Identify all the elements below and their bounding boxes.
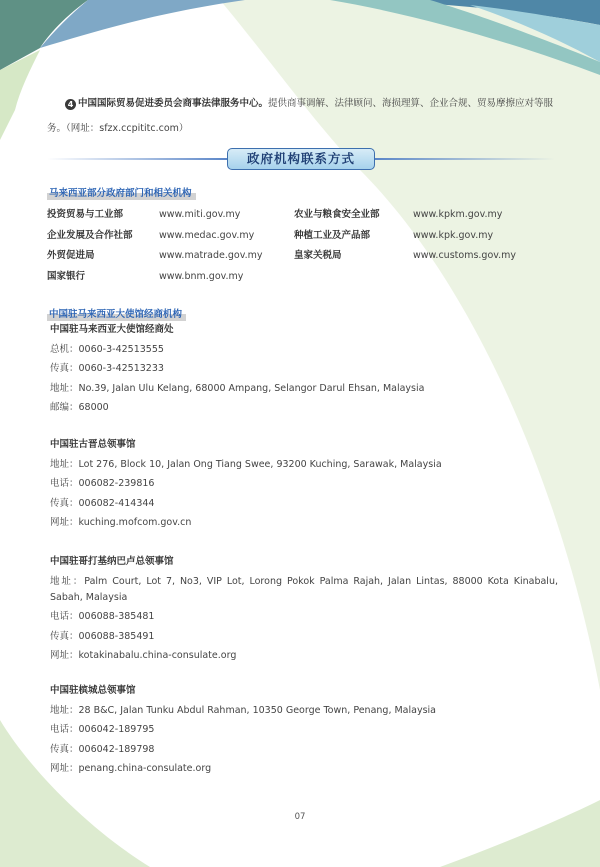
contact-line-fax: 传真：006082-414344 (50, 497, 155, 509)
contact-line-website[interactable]: 网址：penang.china-consulate.org (50, 763, 212, 774)
contact-line-postcode: 邮编：68000 (50, 402, 109, 413)
table-row (47, 248, 557, 269)
contact-line-address: 地址：No.39, Jalan Ulu Kelang, 68000 Ampang, Selangor Darul Ehsan, Malaysia (50, 382, 425, 394)
agency-url[interactable]: www.medac.gov.my (159, 229, 255, 241)
contact-line-fax: 传真：0060-3-42513233 (50, 363, 164, 374)
contact-line-phone: 电话：006088-385481 (50, 611, 155, 622)
contact-line-address: 地址：Palm Court, Lot 7, No3, VIP Lot, Lorong Pokok Palma Rajah, Jalan Lintas, 88000 Kota Kinabalu, Sabah, Malaysia (50, 575, 558, 603)
agency-name: 种植工业及产品部 (294, 229, 371, 241)
banner-line-right (375, 158, 555, 160)
table-row (47, 269, 557, 290)
agency-url[interactable]: www.bnm.gov.my (159, 270, 244, 282)
intro-bold-title: 中国国际贸易促进委员会商事法律服务中心。 (78, 98, 269, 109)
agency-name: 皇家关税局 (294, 250, 342, 261)
contact-block-embassy (50, 322, 558, 420)
gov-agencies-table (47, 207, 557, 289)
agency-url[interactable]: www.kpkm.gov.my (413, 209, 503, 220)
number-badge: 4 (65, 99, 76, 110)
agency-name: 投资贸易与工业部 (47, 209, 124, 220)
agency-name: 企业发展及合作社部 (47, 229, 133, 241)
contact-line-phone: 电话：006082-239816 (50, 478, 155, 489)
contact-line-website[interactable]: 网址：kotakinabalu.china-consulate.org (50, 650, 237, 661)
intro-body-text: 提供商事调解、法律顾问、海损理算、企业合规、贸易摩擦应对等服务。（网址：sfzx.ccpititc.com） (47, 98, 554, 134)
page-number: 07 (294, 812, 306, 822)
intro-paragraph (47, 91, 557, 141)
contact-line-fax: 传真：006088-385491 (50, 630, 155, 642)
contact-block-title: 中国驻马来西亚大使馆经商处 (50, 324, 174, 335)
contact-line-address: 地址：28 B&C, Jalan Tunku Abdul Rahman, 10350 George Town, Penang, Malaysia (50, 704, 436, 716)
section-banner (47, 148, 555, 170)
contact-block-title: 中国驻古晋总领事馆 (50, 439, 136, 450)
banner-title: 政府机构联系方式 (227, 148, 375, 170)
contact-block-title: 中国驻哥打基纳巴卢总领事馆 (50, 556, 174, 567)
agency-name: 农业与粮食安全业部 (294, 209, 380, 220)
table-row (47, 207, 557, 228)
agency-name: 国家银行 (47, 270, 86, 282)
contact-line-website[interactable]: 网址：kuching.mofcom.gov.cn (50, 517, 192, 528)
agency-url[interactable]: www.kpk.gov.my (413, 229, 494, 241)
contact-line-fax: 传真：006042-189798 (50, 743, 155, 755)
contact-block-penang (50, 683, 558, 781)
agency-name: 外贸促进局 (47, 250, 95, 261)
contact-line-switchboard: 总机：0060-3-42513555 (50, 343, 164, 355)
contact-line-phone: 电话：006042-189795 (50, 724, 155, 735)
contact-line-address: 地址：Lot 276, Block 10, Jalan Ong Tiang Swee, 93200 Kuching, Sarawak, Malaysia (50, 458, 442, 470)
banner-line-left (47, 158, 227, 160)
contact-block-kuching (50, 437, 558, 535)
embassy-section-heading: 中国驻马来西亚大使馆经商机构 (47, 305, 186, 321)
gov-section-heading: 马来西亚部分政府部门和相关机构 (47, 184, 196, 200)
agency-url[interactable]: www.customs.gov.my (413, 250, 517, 261)
agency-url[interactable]: www.matrade.gov.my (159, 250, 263, 261)
contact-block-kota-kinabalu (50, 554, 558, 668)
agency-url[interactable]: www.miti.gov.my (159, 209, 241, 220)
contact-block-title: 中国驻槟城总领事馆 (50, 685, 136, 696)
table-row (47, 228, 557, 249)
